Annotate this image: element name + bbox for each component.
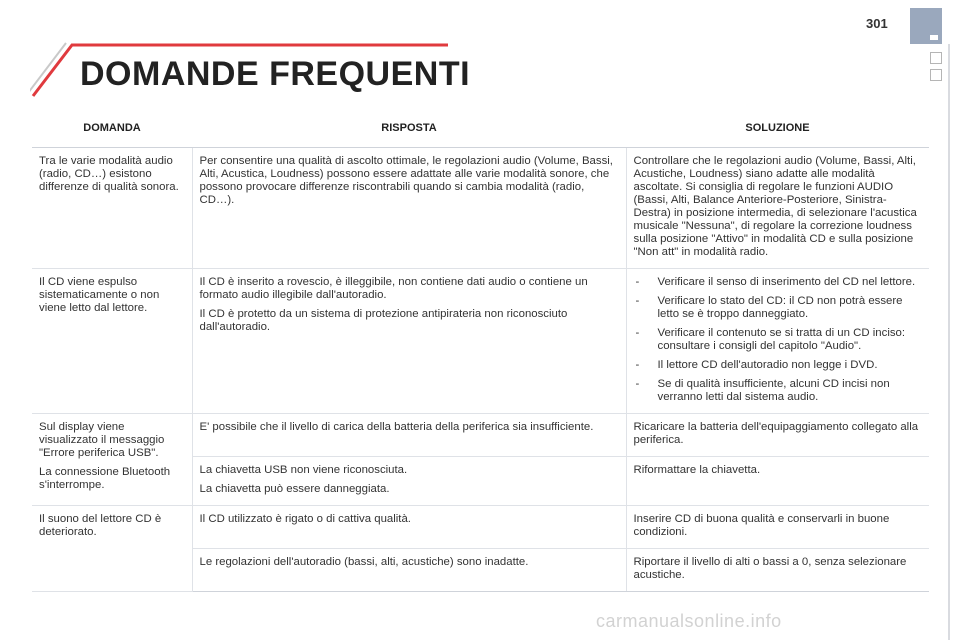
header-soluzione: SOLUZIONE <box>626 109 929 148</box>
corner-tab-notch <box>930 35 938 40</box>
question-text: Sul display viene visualizzato il messaggio "Errore periferica USB". <box>39 421 165 459</box>
question-text: Tra le varie modalità audio (radio, CD…) esistono differenze di qualità sonora. <box>39 155 179 193</box>
header-risposta: RISPOSTA <box>192 109 626 148</box>
header-domanda: DOMANDA <box>32 109 192 148</box>
answer-text: E' possibile che il livello di carica della batteria della periferica sia insufficiente. <box>199 421 594 433</box>
faq-table <box>32 109 929 592</box>
solution-cell <box>626 457 929 506</box>
solution-text: Controllare che le regolazioni audio (Volume, Bassi, Alti, Acustiche, Loudness) siano adatte alle modalità ascoltate. Si consiglia di regolare le funzioni AUDIO (Bassi, Alti, Balance Anteriore-Posteriore, Sinistra-Destra) in posizione intermedia, di selezionare l'acustica musicale "Nessuna", di regolare la correzione loudness sulla posizione "Attivo" in modalità CD e sulla posizione "Non att" in modalità radio. <box>633 155 917 258</box>
question-cell <box>32 414 192 506</box>
solution-bullet: - Verificare il contenuto se si tratta di un CD inciso: consultare i consigli del capitolo "Audio". <box>634 327 924 353</box>
solution-text: Inserire CD di buona qualità e conservarli in buone condizioni. <box>633 513 890 538</box>
answer-cell <box>192 148 626 269</box>
solution-text: Riportare il livello di alti o bassi a 0, senza selezionare acustiche. <box>633 556 907 581</box>
table-header-row <box>32 109 929 148</box>
solution-text: Riformattare la chiavetta. <box>633 464 761 476</box>
answer-text: La chiavetta può essere danneggiata. <box>199 483 390 495</box>
solution-bullet-list <box>634 276 924 404</box>
solution-bullet: - Verificare lo stato del CD: il CD non potrà essere letto se è troppo danneggiato. <box>634 295 924 321</box>
gray-chevron-shadow <box>30 43 66 93</box>
question-text: La connessione Bluetooth s'interrompe. <box>39 466 171 491</box>
answer-text: Il CD è inserito a rovescio, è illeggibile, non contiene dati audio o contiene un formato audio illegibile dall'autoradio. <box>199 276 588 301</box>
answer-cell <box>192 506 626 549</box>
question-cell <box>32 148 192 269</box>
corner-tab <box>910 8 942 44</box>
question-text: Il suono del lettore CD è deteriorato. <box>39 513 162 538</box>
table-row <box>32 148 929 269</box>
side-checkbox-top <box>930 52 942 64</box>
page-title: DOMANDE FREQUENTI <box>80 55 471 93</box>
question-cell <box>32 269 192 414</box>
right-edge-rule <box>948 44 950 640</box>
answer-cell <box>192 549 626 592</box>
answer-text: Le regolazioni dell'autoradio (bassi, alti, acustiche) sono inadatte. <box>199 556 529 568</box>
table-row <box>32 506 929 549</box>
answer-text: Per consentire una qualità di ascolto ottimale, le regolazioni audio (Volume, Bassi, Alti, Acustica, Loudness) possono essere adattate alle varie modalità sonore, che possono provocare differenze riscontrabili quando si cambia modalità (radio, CD…). <box>199 155 613 206</box>
solution-cell <box>626 148 929 269</box>
answer-cell <box>192 269 626 414</box>
side-checkbox-bottom <box>930 69 942 81</box>
question-text: Il CD viene espulso sistematicamente o non viene letto dal lettore. <box>39 276 160 314</box>
solution-bullet: - Il lettore CD dell'autoradio non legge i DVD. <box>634 359 924 372</box>
page-number: 301 <box>866 16 888 31</box>
solution-bullet: - Se di qualità insufficiente, alcuni CD incisi non verranno letti dal sistema audio. <box>634 378 924 404</box>
solution-cell <box>626 269 929 414</box>
table-row <box>32 269 929 414</box>
solution-bullet: - Verificare il senso di inserimento del CD nel lettore. <box>634 276 924 289</box>
answer-cell <box>192 414 626 457</box>
solution-cell <box>626 506 929 549</box>
question-cell <box>32 506 192 592</box>
solution-cell <box>626 414 929 457</box>
answer-text: Il CD è protetto da un sistema di protezione antipirateria non riconosciuto dall'autoradio. <box>199 308 568 333</box>
solution-cell <box>626 549 929 592</box>
answer-cell <box>192 457 626 506</box>
watermark: carmanualsonline.info <box>596 611 782 631</box>
table-row <box>32 414 929 457</box>
answer-text: La chiavetta USB non viene riconosciuta. <box>199 464 408 476</box>
solution-text: Ricaricare la batteria dell'equipaggiamento collegato alla periferica. <box>633 421 919 446</box>
answer-text: Il CD utilizzato è rigato o di cattiva qualità. <box>199 513 411 525</box>
